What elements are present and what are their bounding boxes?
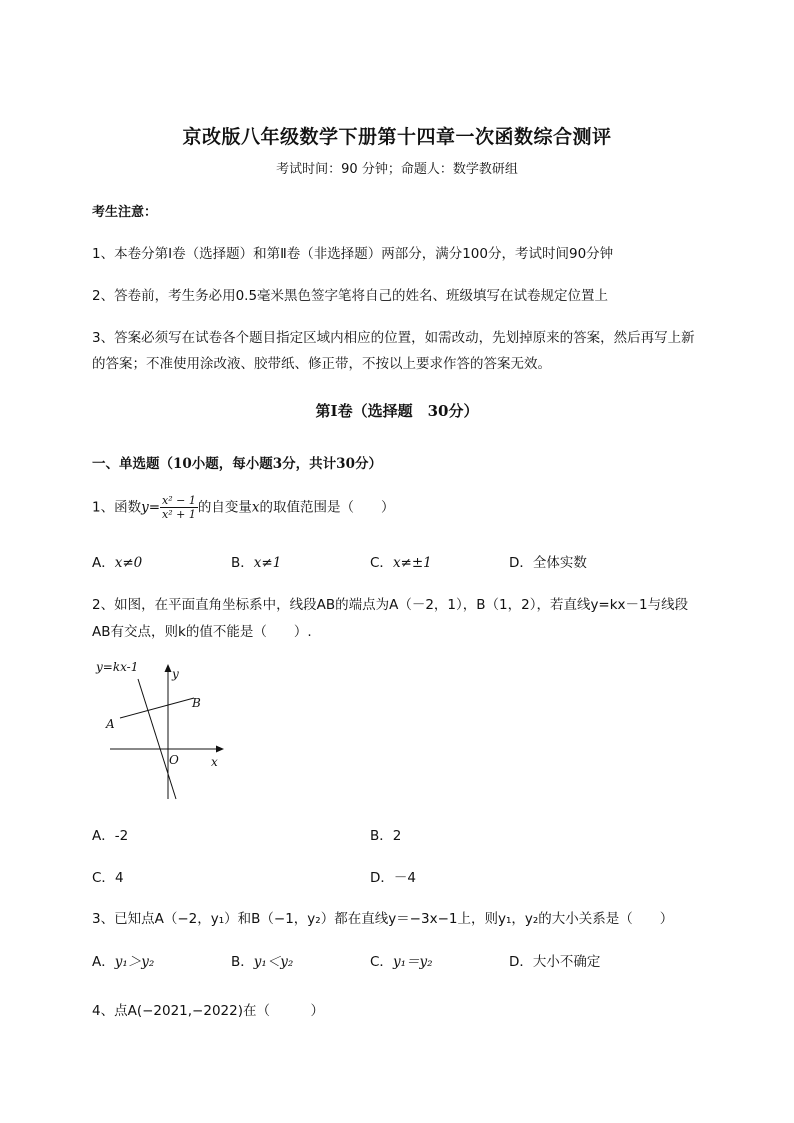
- point-a-label: A: [106, 717, 115, 731]
- q2-option-d[interactable]: [370, 866, 416, 886]
- option-letter: D．: [509, 954, 533, 970]
- q3-option-d[interactable]: [509, 950, 600, 970]
- option-letter: B．: [370, 828, 393, 844]
- option-letter: C．: [370, 954, 393, 970]
- option-text: x≠0: [114, 555, 143, 571]
- option-text: 4: [114, 870, 124, 886]
- exam-info: 考试时间：90 分钟；命题人：数学教研组: [276, 162, 518, 177]
- option-text: y₁＜y₂: [253, 954, 294, 970]
- q3-option-c[interactable]: [370, 950, 433, 970]
- option-text: y₁＝y₂: [392, 954, 433, 970]
- part-heading: 一、单选题（10小题，每小题3分，共计30分）: [92, 456, 382, 472]
- segment-ab: [120, 698, 194, 718]
- option-letter: D．: [509, 555, 533, 571]
- q1-option-b[interactable]: [231, 551, 281, 571]
- option-text: -2: [114, 828, 129, 844]
- q3-option-b[interactable]: [231, 950, 293, 970]
- option-text: 大小不确定: [532, 954, 601, 970]
- question-4: 4、点A(−2021,−2022)在（ ）: [92, 1003, 324, 1019]
- note-item-3-cont: 的答案；不准使用涂改液、胶带纸、修正带，不按以上要求作答的答案无效。: [92, 356, 551, 372]
- option-text: 2: [392, 828, 402, 844]
- section-title: 第Ⅰ卷（选择题 30分）: [315, 402, 479, 420]
- note-item-2: 2、答卷前，考生务必用0.5毫米黑色签字笔将自己的姓名、班级填写在试卷规定位置上: [92, 288, 609, 304]
- q1-mid: 的自变量: [197, 499, 252, 516]
- q1-numerator: x² − 1: [162, 494, 196, 507]
- option-letter: B．: [231, 555, 254, 571]
- q1-option-c[interactable]: [370, 551, 432, 571]
- q1-x: x: [251, 499, 260, 516]
- option-letter: C．: [92, 870, 115, 886]
- option-letter: B．: [231, 954, 254, 970]
- q2-figure: [92, 655, 237, 805]
- origin-label: O: [169, 753, 179, 767]
- option-text: 全体实数: [532, 555, 587, 571]
- question-3: 3、已知点A（−2，y₁）和B（−1，y₂）都在直线y＝−3x−1上，则y₁，y₂的大小关系是（ ）: [92, 911, 674, 927]
- option-letter: A．: [92, 828, 115, 844]
- y-axis-arrow-icon: [165, 664, 172, 672]
- q1-suffix: 的取值范围是（ ）: [259, 499, 395, 516]
- option-text: x≠1: [253, 555, 282, 571]
- page-title: 京改版八年级数学下册第十四章一次函数综合测评: [182, 126, 612, 148]
- y-axis-label: y: [172, 667, 179, 681]
- option-letter: A．: [92, 555, 115, 571]
- q1-prefix: 1、函数: [92, 499, 142, 516]
- q2-option-a[interactable]: [92, 824, 128, 844]
- note-item-1: 1、本卷分第Ⅰ卷（选择题）和第Ⅱ卷（非选择题）两部分，满分100分，考试时间90分钟: [92, 246, 614, 262]
- q1-fraction: [160, 494, 198, 521]
- line-label: y=kx-1: [96, 660, 139, 674]
- point-b-label: B: [192, 696, 201, 710]
- q3-option-a[interactable]: [92, 950, 154, 970]
- question-1: [92, 494, 395, 521]
- option-letter: A．: [92, 954, 115, 970]
- q1-option-a[interactable]: [92, 551, 142, 571]
- x-axis-label: x: [211, 755, 218, 769]
- notes-heading: 考生注意：: [92, 205, 158, 220]
- line-y-kx-1: [138, 679, 176, 799]
- option-letter: D．: [370, 870, 394, 886]
- question-2-line-2: AB有交点，则k的值不能是（ ）.: [92, 624, 312, 640]
- option-text: y₁＞y₂: [114, 954, 155, 970]
- option-letter: C．: [370, 555, 393, 571]
- q1-y: y: [141, 499, 149, 516]
- option-text: －4: [393, 870, 416, 886]
- q2-option-c[interactable]: [92, 866, 124, 886]
- q1-option-d[interactable]: [509, 551, 587, 571]
- question-2-line-1: 2、如图，在平面直角坐标系中，线段AB的端点为A（－2，1），B（1，2），若直线y=kx－1与线段: [92, 597, 689, 613]
- note-item-3: 3、答案必须写在试卷各个题目指定区域内相应的位置，如需改动，先划掉原来的答案，然后再写上新: [92, 330, 695, 346]
- q1-eq: =: [148, 499, 161, 516]
- option-text: x≠±1: [392, 555, 432, 571]
- q1-denominator: x² + 1: [162, 508, 196, 521]
- q2-option-b[interactable]: [370, 824, 401, 844]
- x-axis-arrow-icon: [216, 746, 224, 753]
